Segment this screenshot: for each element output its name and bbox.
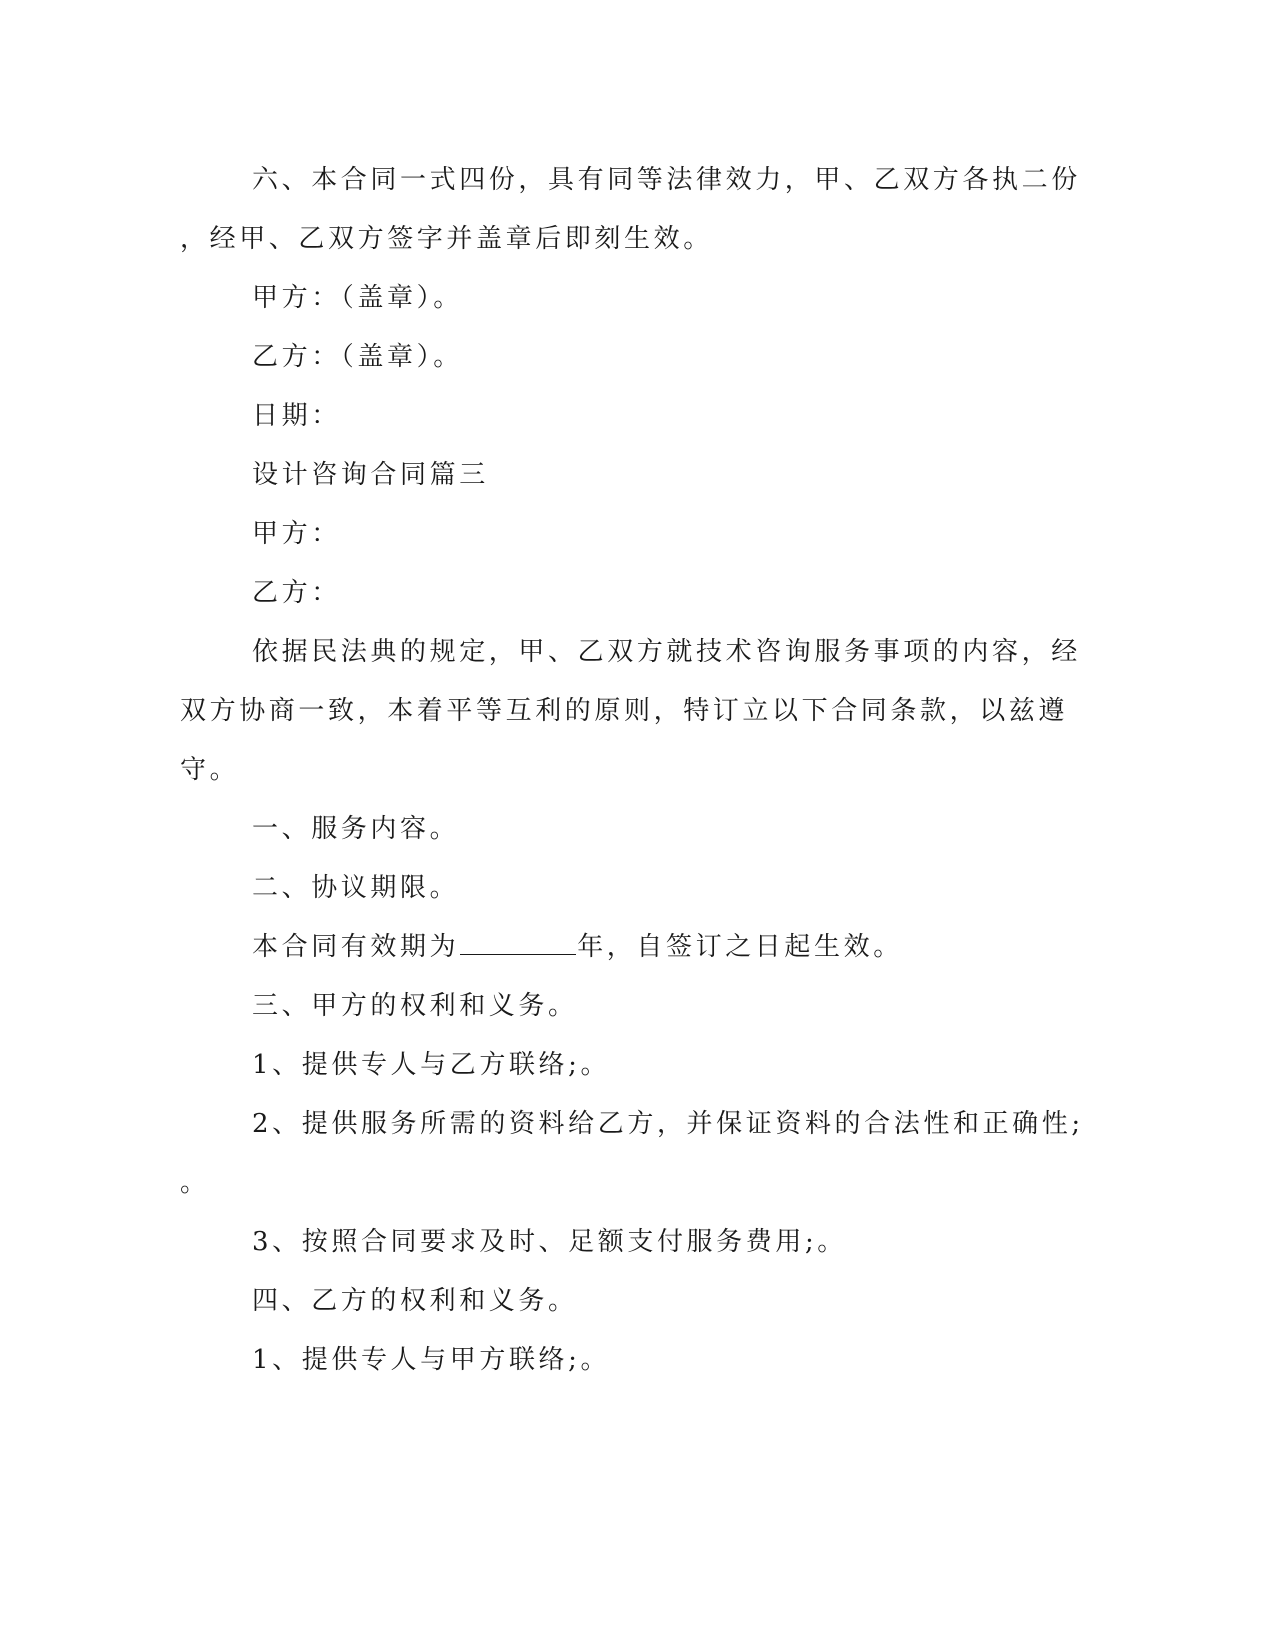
term-line (252, 930, 903, 964)
term-line-before: 本合同有效期为 (252, 932, 460, 962)
clause-three-item-1: 1、提供专人与乙方联络;。 (252, 1050, 611, 1080)
clause-six-line-1: 六、本合同一式四份，具有同等法律效力，甲、乙双方各执二份 (252, 165, 1081, 195)
clause-three-item-3: 3、按照合同要求及时、足额支付服务费用;。 (252, 1227, 847, 1257)
clause-three-heading: 三、甲方的权利和义务。 (252, 991, 578, 1021)
clause-three-item-2-cont: 。 (180, 1168, 210, 1198)
party-a-seal: 甲方：（盖章）。 (252, 283, 463, 313)
party-b-seal: 乙方：（盖章）。 (252, 342, 463, 372)
clause-four-item-1: 1、提供专人与甲方联络;。 (252, 1345, 611, 1375)
party-b-label: 乙方： (252, 578, 341, 608)
term-years-blank (460, 932, 576, 955)
party-a-label: 甲方： (252, 519, 341, 549)
clause-four-heading: 四、乙方的权利和义务。 (252, 1286, 578, 1316)
section-title: 设计咨询合同篇三 (252, 460, 489, 490)
clause-three-item-2: 2、提供服务所需的资料给乙方，并保证资料的合法性和正确性; (252, 1109, 1084, 1139)
date-line: 日期： (252, 401, 341, 431)
preamble-line-3: 守。 (180, 755, 240, 785)
preamble-line-1: 依据民法典的规定，甲、乙双方就技术咨询服务事项的内容，经 (252, 637, 1081, 667)
preamble-line-2: 双方协商一致，本着平等互利的原则，特订立以下合同条款，以兹遵 (180, 696, 1069, 726)
clause-six-line-2: ，经甲、乙双方签字并盖章后即刻生效。 (180, 224, 713, 254)
term-line-after: 年，自签订之日起生效。 (577, 932, 903, 962)
clause-two-heading: 二、协议期限。 (252, 873, 460, 903)
clause-one-heading: 一、服务内容。 (252, 814, 460, 844)
